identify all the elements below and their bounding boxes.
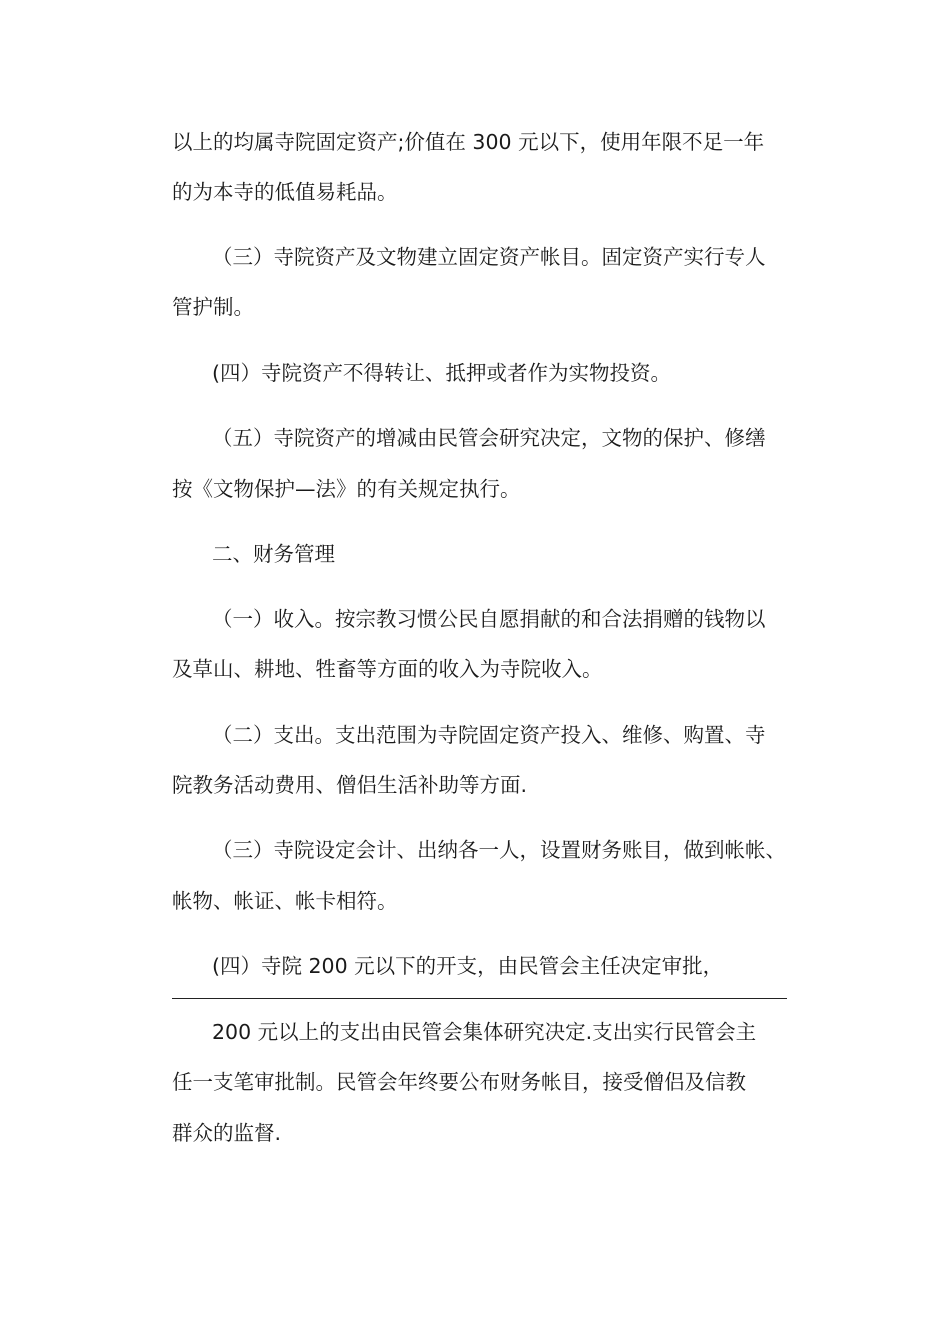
paragraph-line: 院教务活动费用、僧侣生活补助等方面. [172, 773, 528, 797]
paragraph-line: 群众的监督. [172, 1121, 282, 1145]
paragraph-line: （二）支出。支出范围为寺院固定资产投入、维修、购置、寺 [212, 723, 766, 747]
paragraph-line: (四）寺院 200 元以下的开支，由民管会主任决定审批， [212, 954, 724, 978]
paragraph-line: 的为本寺的低值易耗品。 [172, 180, 398, 204]
paragraph-line: （三）寺院资产及文物建立固定资产帐目。固定资产实行专人 [212, 245, 766, 269]
paragraph-line: 200 元以上的支出由民管会集体研究决定.支出实行民管会主 [212, 1020, 757, 1044]
paragraph-line: 及草山、耕地、牲畜等方面的收入为寺院收入。 [172, 657, 603, 681]
paragraph-line: (四）寺院资产不得转让、抵押或者作为实物投资。 [212, 361, 671, 385]
section-heading: 二、财务管理 [212, 542, 335, 566]
paragraph-line: 按《文物保护—法》的有关规定执行。 [172, 477, 521, 501]
paragraph-line: 帐物、帐证、帐卡相符。 [172, 889, 398, 913]
divider-line [172, 998, 787, 999]
paragraph-line: （三）寺院设定会计、出纳各一人，设置财务账目，做到帐帐、 [212, 838, 786, 862]
paragraph-line: 以上的均属寺院固定资产;价值在 300 元以下，使用年限不足一年 [172, 130, 765, 154]
paragraph-line: （一）收入。按宗教习惯公民自愿捐献的和合法捐赠的钱物以 [212, 607, 766, 631]
paragraph-line: 任一支笔审批制。民管会年终要公布财务帐目，接受僧侣及信教 [172, 1070, 746, 1094]
paragraph-line: （五）寺院资产的增减由民管会研究决定，文物的保护、修缮 [212, 426, 766, 450]
paragraph-line: 管护制。 [172, 295, 254, 319]
